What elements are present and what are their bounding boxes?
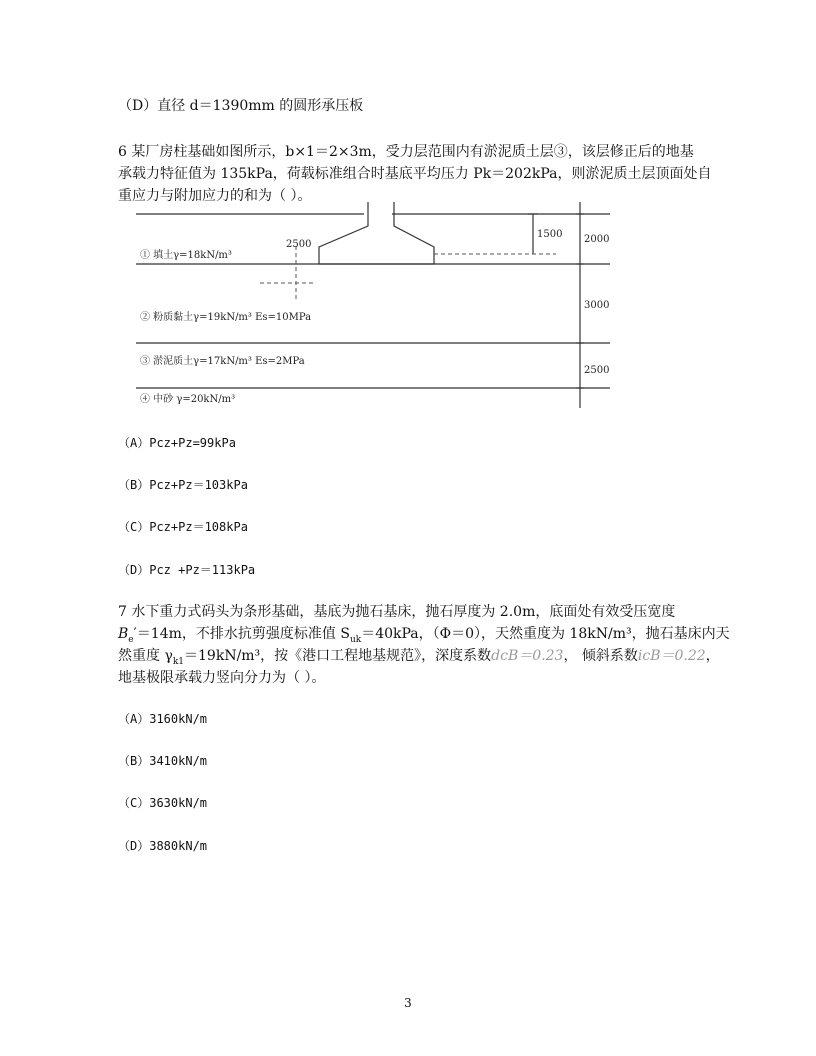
foundation-figure [136,202,610,408]
q7-be-subscript: e [128,634,134,645]
q7-inclination-coefficient: icB＝0.22 [637,648,706,664]
q7-line2-text-b: ＝40kPa，（Φ＝0），天然重度为 18kN/m³，抛石基床内天 [361,626,730,642]
q6-line2: 承载力特征值为 135kPa，荷载标准组合时基底平均压力 Pk＝202kPa，则淤泥质土层顶面处自 [118,166,712,182]
dim-2500-top: 2500 [286,239,312,250]
q7-be-symbol: B [118,626,129,642]
prev-option-d: （D）直径 d＝1390mm 的圆形承压板 [118,98,364,114]
q6-option-b: （B）Pcz+Pz＝103kPa [118,478,248,492]
q7-line4: 地基极限承载力竖向分力为（ ）。 [118,670,326,686]
q7-line3-text-d: ， [705,648,720,664]
dim-2000: 2000 [584,234,610,245]
q6-line1: 6 某厂房柱基础如图所示，b×1＝2×3m，受力层范围内有淤泥质土层③，该层修正后的地基 [118,144,694,160]
q7-option-d: （D）3880kN/m [118,839,208,853]
q6-option-a: （A）Pcz+Pz=99kPa [118,436,236,450]
page-number: 3 [404,996,412,1010]
q7-line1: 7 水下重力式码头为条形基础，基底为抛石基床，抛石厚度为 2.0m，底面处有效受压宽度 [118,604,676,620]
dim-2500-bottom: 2500 [584,365,610,376]
q7-be-value: ′＝14m [133,626,182,642]
q7-line3-text-c: ， 倾斜系数 [563,648,638,664]
q7-option-b: （B）3410kN/m [118,754,208,768]
q7-line3-text-b: ＝19kN/m³，按《港口工程地基规范》，深度系数 [184,648,492,664]
q7-option-c: （C）3630kN/m [118,796,208,810]
q7-suk-subscript: uk [349,634,362,645]
q6-option-d: （D）Pcz +Pz＝113kPa [118,563,256,577]
q7-gamma-subscript: k1 [172,656,185,667]
q6-line3: 重应力与附加应力的和为（ ）。 [118,188,312,204]
footing-left-outline [319,202,368,264]
q7-depth-coefficient: dcB＝0.23 [491,648,564,664]
layer1-label: ① 填土γ=18kN/m³ [140,250,232,261]
q7-option-a: （A）3160kN/m [118,712,208,726]
q6-option-c: （C）Pcz+Pz＝108kPa [118,520,248,534]
dim-1500: 1500 [537,229,563,240]
layer4-label: ④ 中砂 γ=20kN/m³ [140,394,236,405]
q7-line2-text-a: ，不排水抗剪强度标准值 S [181,626,350,642]
dim-3000: 3000 [584,300,610,311]
q7-line3-text-a: 然重度 γ [118,648,173,664]
footing-right-outline [394,202,434,264]
layer2-label: ② 粉质黏土γ=19kN/m³ Es=10MPa [140,312,312,323]
layer3-label: ③ 淤泥质土γ=17kN/m³ Es=2MPa [140,356,305,367]
